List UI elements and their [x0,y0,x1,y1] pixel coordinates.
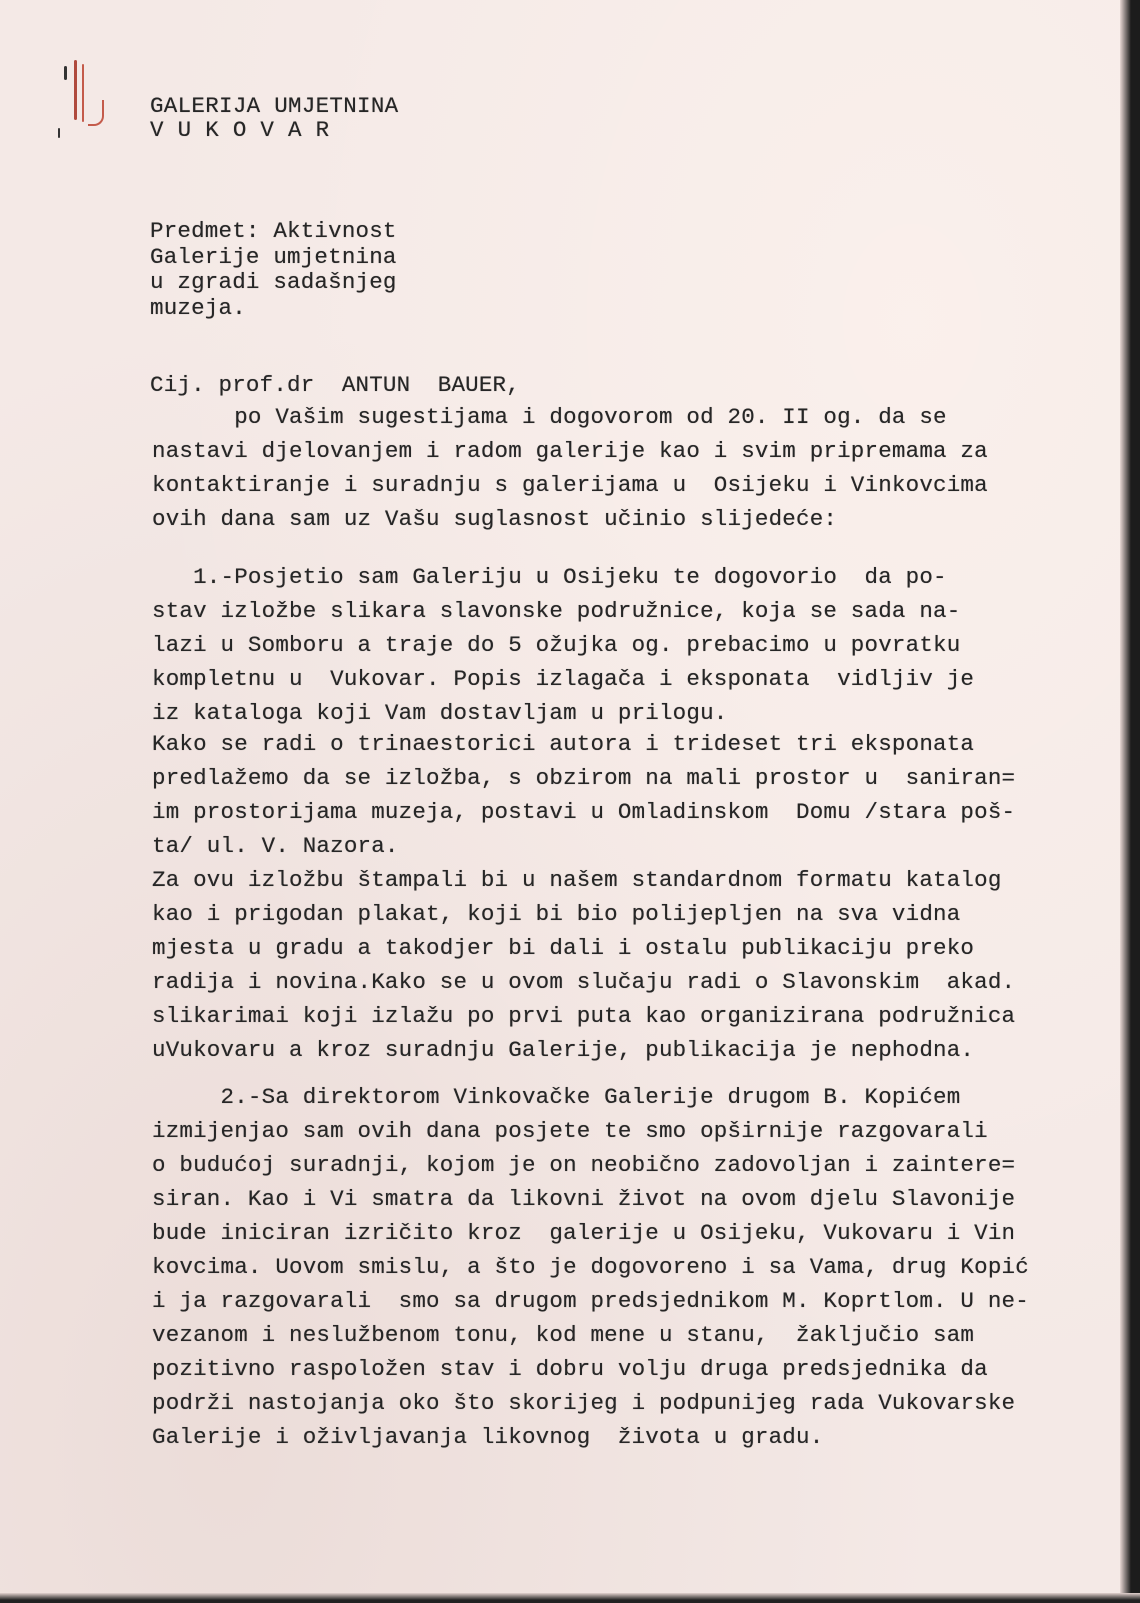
body-line: vezanom i neslužbenom tonu, kod mene u stanu, žaključio sam [152,1322,975,1348]
body-line: stav izložbe slikara slavonske podružnice, koja se sada na- [152,598,961,624]
body-line: slikarimai koji izlažu po prvi puta kao organizirana podružnica [152,1003,1016,1029]
body-line: 1.-Posjetio sam Galeriju u Osijeku te dogovorio da po- [152,564,947,590]
body-line: uVukovaru a kroz suradnju Galerije, publikacija je nephodna. [152,1037,975,1063]
body-line: nastavi djelovanjem i radom galerije kao i svim pripremama za [152,438,988,464]
subject-line: Galerije umjetnina [150,244,397,270]
body-line: bude iniciran izričito kroz galerije u Osijeku, Vukovaru i Vin [152,1220,1016,1246]
body-line: iz kataloga koji Vam dostavljam u prilogu. [152,700,728,726]
body-line: Za ovu izložbu štampali bi u našem standardnom formatu katalog [152,867,1002,893]
body-line: kovcima. Uovom smislu, a što je dogovoreno i sa Vama, drug Kopić [152,1254,1029,1280]
subject-line: u zgradi sadašnjeg [150,269,397,295]
scan-edge-bottom [0,1593,1140,1603]
body-line: podrži nastojanja oko što skorijeg i podpunijeg rada Vukovarske [152,1390,1016,1416]
scan-edge-right [1120,0,1140,1603]
letterhead-line-2: V U K O V A R [150,117,330,143]
subject-line: Predmet: Aktivnost [150,218,397,244]
body-line: i ja razgovarali smo sa drugom predsjednikom M. Koprtlom. U ne- [152,1288,1029,1314]
salutation: Cij. prof.dr ANTUN BAUER, [150,372,520,398]
body-line: kontaktiranje i suradnju s galerijama u Osijeku i Vinkovcima [152,472,988,498]
subject-line: muzeja. [150,295,246,321]
body-line: o budućoj suradnji, kojom je on neobično zadovoljan i zaintere= [152,1152,1016,1178]
body-line: 2.-Sa direktorom Vinkovačke Galerije drugom B. Kopićem [152,1084,961,1110]
body-line: lazi u Somboru a traje do 5 ožujka og. prebacimo u povratku [152,632,961,658]
body-line: izmijenjao sam ovih dana posjete te smo opširnije razgovarali [152,1118,988,1144]
body-line: po Vašim sugestijama i dogovorom od 20. II og. da se [152,404,947,430]
letterhead-line-1: GALERIJA UMJETNINA [150,93,399,119]
body-line: ovih dana sam uz Vašu suglasnost učinio slijedeće: [152,506,838,532]
body-line: predlažemo da se izložba, s obzirom na mali prostor u saniran= [152,765,1016,791]
body-line: im prostorijama muzeja, postavi u Omladinskom Domu /stara poš- [152,799,1016,825]
body-line: pozitivno raspoložen stav i dobru volju druga predsjednika da [152,1356,988,1382]
body-line: kompletnu u Vukovar. Popis izlagača i eksponata vidljiv je [152,666,975,692]
body-line: radija i novina.Kako se u ovom slučaju radi o Slavonskim akad. [152,969,1016,995]
body-line: siran. Kao i Vi smatra da likovni život na ovom djelu Slavonije [152,1186,1016,1212]
body-line: kao i prigodan plakat, koji bi bio polijepljen na sva vidna [152,901,961,927]
body-line: mjesta u gradu a takodjer bi dali i ostalu publikaciju preko [152,935,975,961]
body-line: Galerije i oživljavanja likovnog života u gradu. [152,1424,824,1450]
body-line: Kako se radi o trinaestorici autora i trideset tri eksponata [152,731,975,757]
body-line: ta/ ul. V. Nazora. [152,833,399,859]
binder-marks [54,60,114,150]
